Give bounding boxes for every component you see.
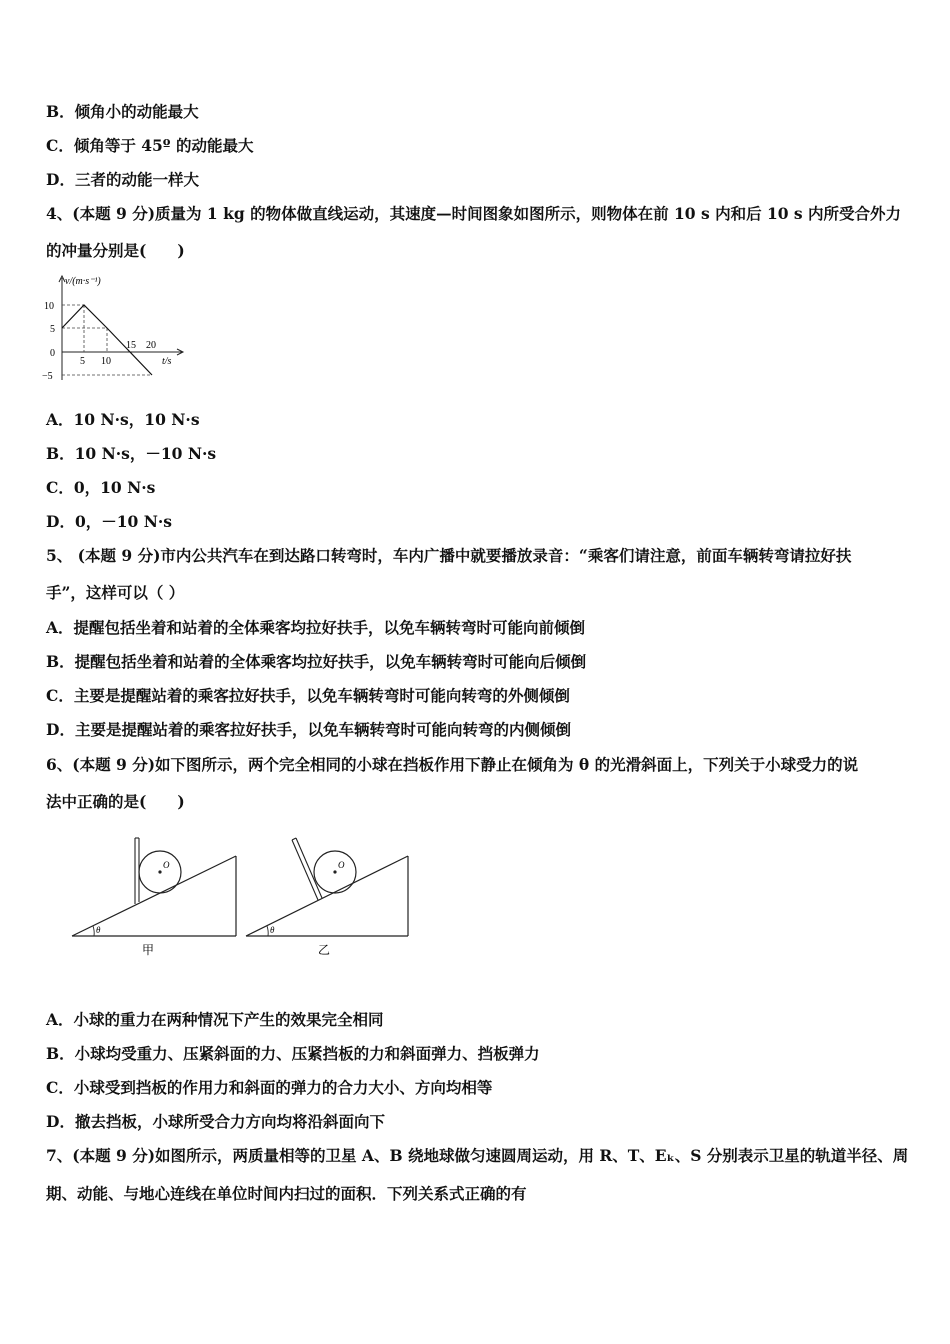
angle-right-label: θ <box>270 925 275 935</box>
q4-option-d: D．0，－10 N·s <box>46 512 172 531</box>
q3-option-b: B．倾角小的动能最大 <box>46 102 199 121</box>
ball-left-center-label: O <box>163 860 170 870</box>
q5-option-c: C．主要是提醒站着的乘客拉好扶手，以免车辆转弯时可能向转弯的外侧倾倒 <box>46 686 570 705</box>
q4-option-a: A．10 N·s，10 N·s <box>46 410 200 429</box>
incline-ball-figure <box>68 830 418 960</box>
xtick-15: 15 <box>126 340 136 351</box>
q6-option-d: D．撤去挡板，小球所受合力方向均将沿斜面向下 <box>46 1112 385 1131</box>
ytick-5: 5 <box>50 324 55 335</box>
xtick-5: 5 <box>80 356 85 367</box>
angle-left-label: θ <box>96 925 101 935</box>
xtick-20: 20 <box>146 340 156 351</box>
q5-option-d: D．主要是提醒站着的乘客拉好扶手，以免车辆转弯时可能向转弯的内侧倾倒 <box>46 720 571 739</box>
tilted-board <box>292 838 322 900</box>
q5-option-b: B．提醒包括坐着和站着的全体乘客均拉好扶手，以免车辆转弯时可能向后倾倒 <box>46 652 587 671</box>
q7-stem-line1: 7、(本题 9 分)如图所示，两质量相等的卫星 A、B 绕地球做匀速圆周运动，用 R、T、Eₖ、S 分别表示卫星的轨道半径、周 <box>46 1146 909 1165</box>
velocity-time-graph <box>40 272 190 384</box>
q6-stem-line2: 法中正确的是( ) <box>46 792 185 811</box>
xtick-10: 10 <box>101 356 111 367</box>
label-yi: 乙 <box>318 943 331 957</box>
q5-stem-line2: 手”，这样可以（ ） <box>46 583 185 602</box>
ball-right-center-label: O <box>338 860 345 870</box>
vertical-board <box>135 838 139 904</box>
ytick-10: 10 <box>44 301 54 312</box>
graph-xlabel: t/s <box>162 356 172 367</box>
ytick-0: 0 <box>50 348 55 359</box>
incline-left <box>72 856 236 936</box>
q4-option-c: C．0，10 N·s <box>46 478 156 497</box>
q6-option-b: B．小球均受重力、压紧斜面的力、压紧挡板的力和斜面弹力、挡板弹力 <box>46 1044 540 1063</box>
q4-option-b: B．10 N·s，－10 N·s <box>46 444 217 463</box>
q5-option-a: A．提醒包括坐着和站着的全体乘客均拉好扶手，以免车辆转弯时可能向前倾倒 <box>46 618 586 637</box>
incline-right <box>246 856 408 936</box>
ytick-minus5: −5 <box>42 371 53 382</box>
label-jia: 甲 <box>142 943 155 957</box>
q6-option-a: A．小球的重力在两种情况下产生的效果完全相同 <box>46 1010 384 1029</box>
q7-stem-line2: 期、动能、与地心连线在单位时间内扫过的面积．下列关系式正确的有 <box>46 1184 527 1203</box>
q5-stem-line1: 5、 (本题 9 分)市内公共汽车在到达路口转弯时，车内广播中就要播放录音：“乘客们请注意，前面车辆转弯请拉好扶 <box>46 546 852 565</box>
q4-stem-line1: 4、(本题 9 分)质量为 1 kg 的物体做直线运动，其速度—时间图象如图所示，则物体在前 10 s 内和后 10 s 内所受合外力 <box>46 204 902 223</box>
graph-ylabel: v/(m·s⁻¹) <box>65 276 101 287</box>
q4-stem-line2: 的冲量分别是( ) <box>46 241 185 260</box>
q3-option-d: D．三者的动能一样大 <box>46 170 199 189</box>
q3-option-c: C．倾角等于 45º 的动能最大 <box>46 136 254 155</box>
q6-stem-line1: 6、(本题 9 分)如下图所示，两个完全相同的小球在挡板作用下静止在倾角为 θ 的光滑斜面上，下列关于小球受力的说 <box>46 755 859 774</box>
q6-option-c: C．小球受到挡板的作用力和斜面的弹力的合力大小、方向均相等 <box>46 1078 493 1097</box>
